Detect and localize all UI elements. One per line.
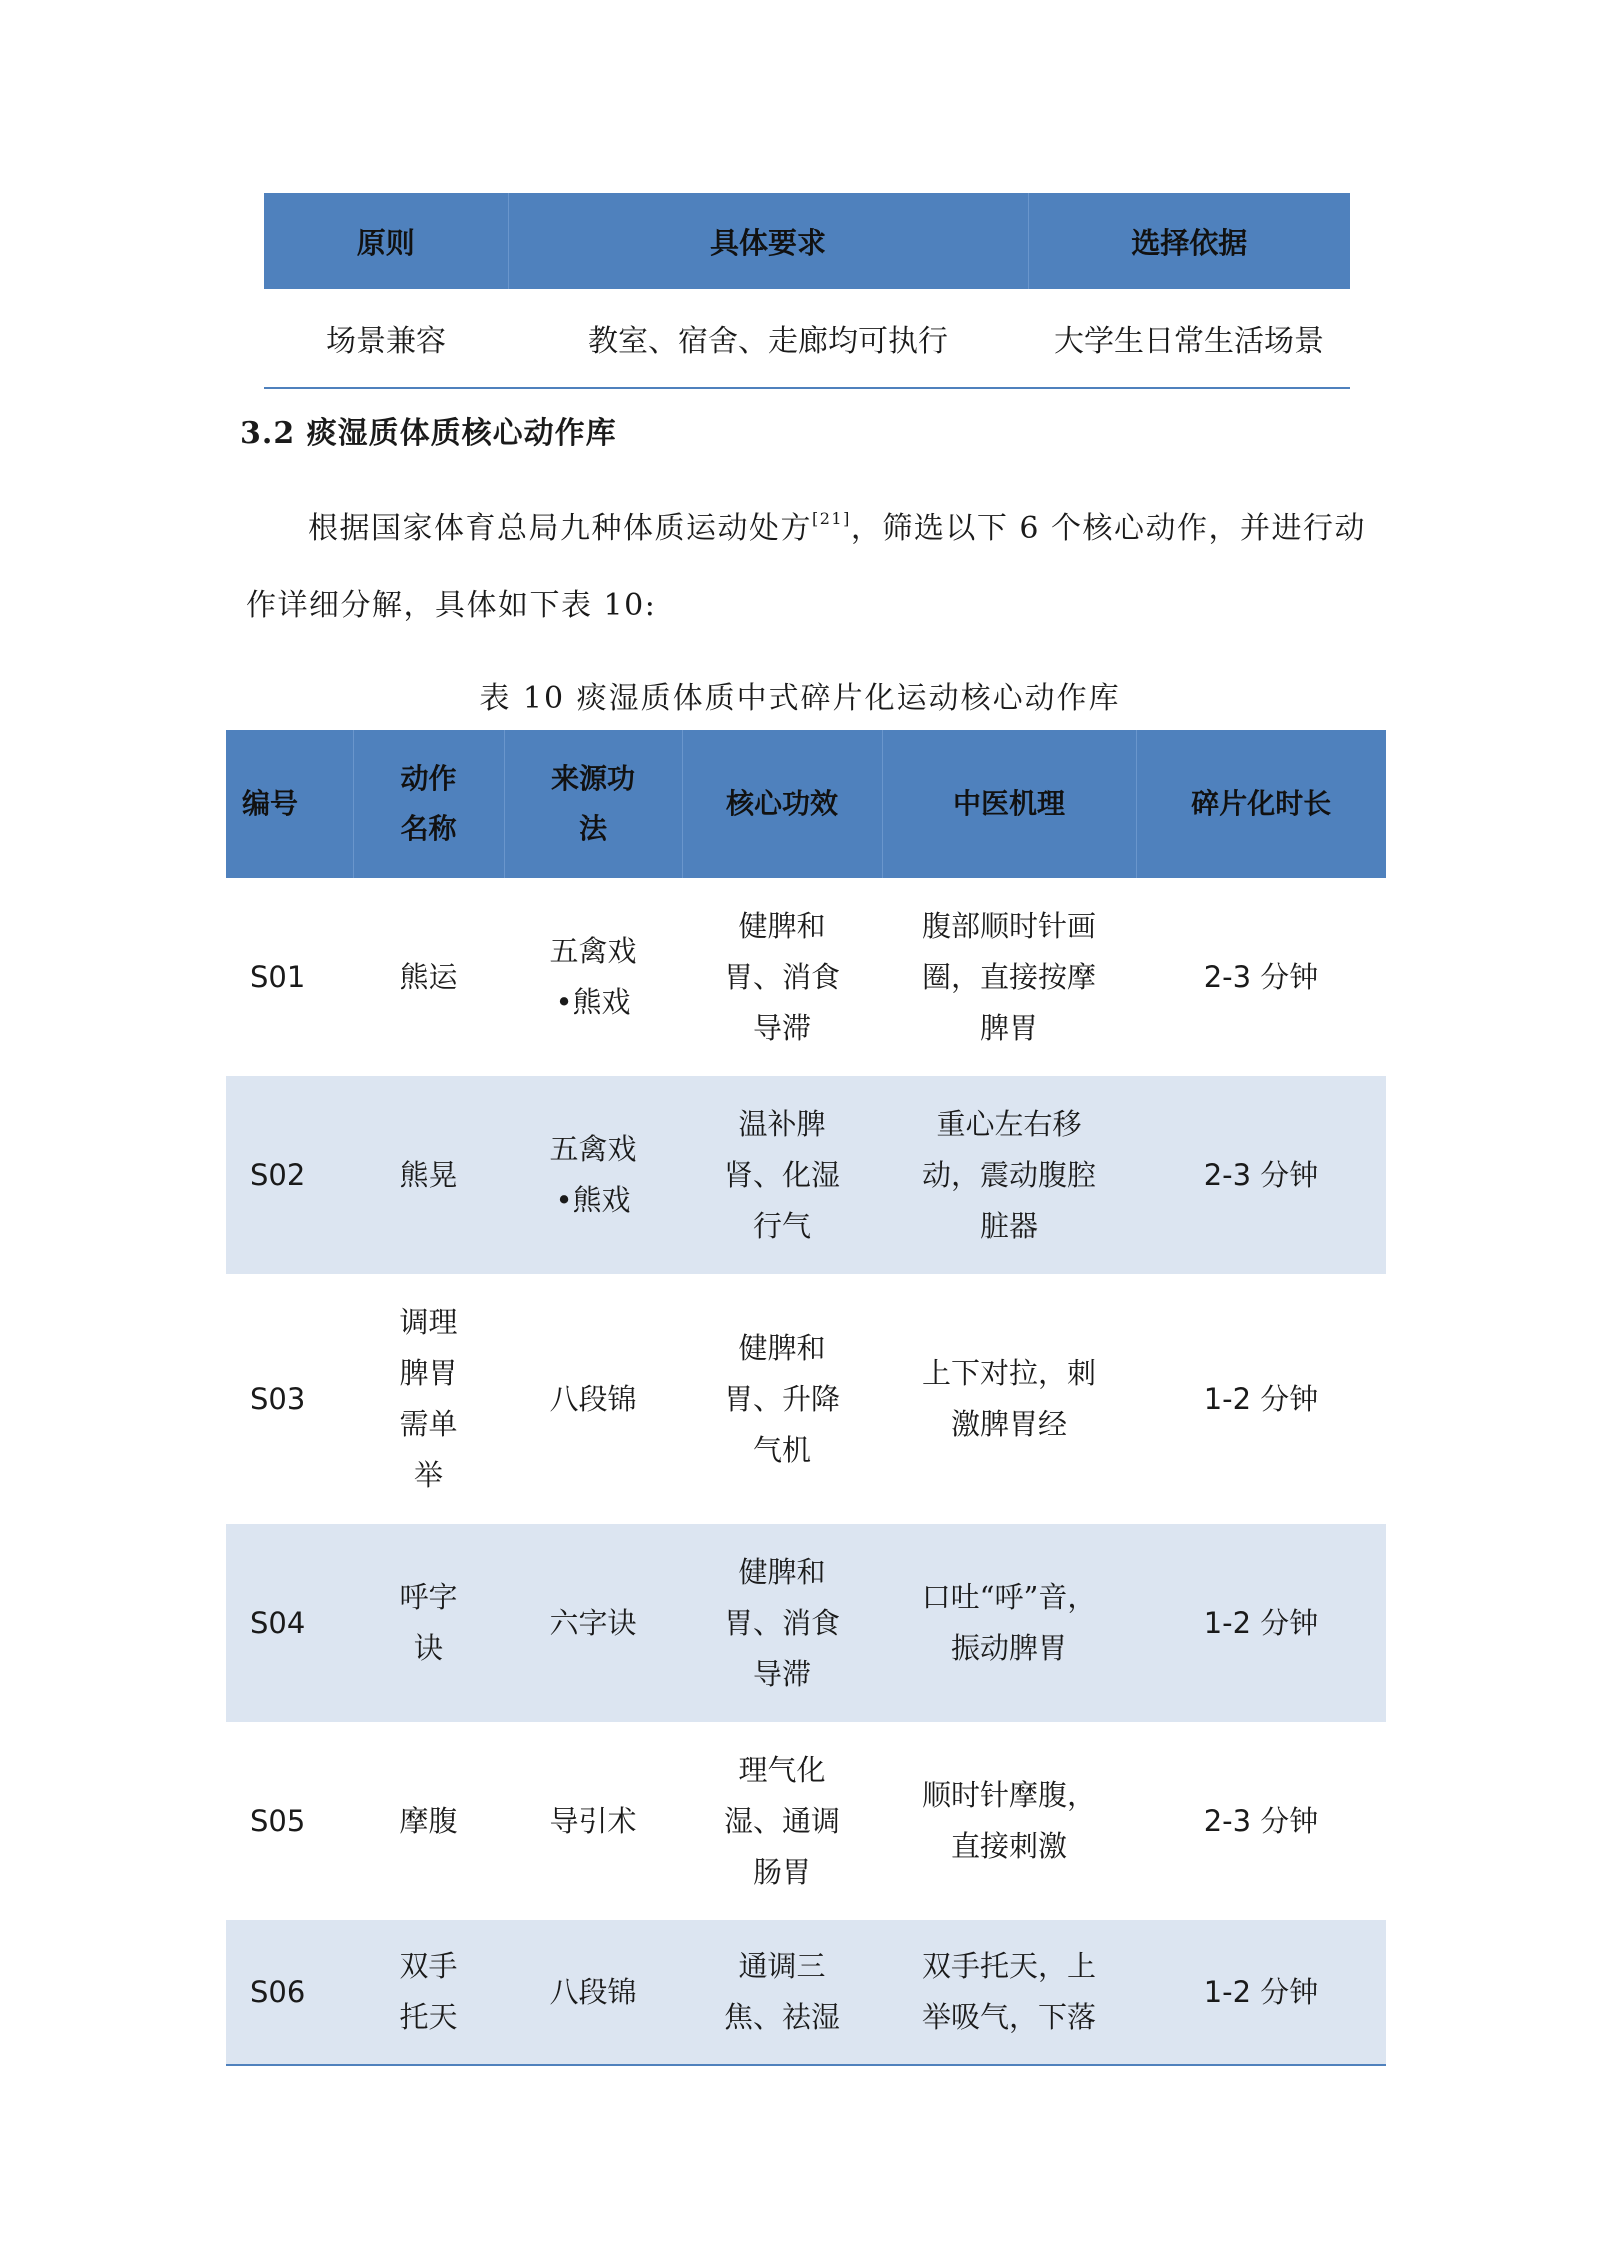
table-cell bbox=[682, 1274, 882, 1524]
table-cell: 大学生日常生活场景 bbox=[1028, 289, 1350, 388]
cell-text: 口吐“呼”音，振动脾胃 bbox=[921, 1580, 1097, 1665]
table-row bbox=[226, 1524, 1386, 1722]
header-cell: 中医机理 bbox=[882, 730, 1136, 878]
cell-text: 通调三焦、祛湿 bbox=[723, 1949, 840, 2034]
principles-header-cell: 原则 bbox=[264, 193, 508, 289]
table-cell: S05 bbox=[250, 1803, 306, 1838]
table-cell bbox=[682, 878, 882, 1076]
table-cell bbox=[504, 1524, 682, 1722]
table-cell: 2-3 分钟 bbox=[1136, 1076, 1386, 1274]
table-row bbox=[226, 1722, 1386, 1920]
cell-text: 八段锦 bbox=[549, 1974, 637, 2009]
citation-marker: [21] bbox=[812, 509, 851, 528]
table-row bbox=[226, 1920, 1386, 2065]
cell-text: 双手托天，上举吸气，下落 bbox=[921, 1949, 1096, 2034]
paragraph-text: 根据国家体育总局九种体质运动处方 bbox=[308, 511, 812, 546]
cell-text: 腹部顺时针画圈，直接按摩脾胃 bbox=[921, 908, 1096, 1045]
table-cell bbox=[882, 1722, 1136, 1920]
table-cell bbox=[682, 1920, 882, 2065]
table-cell: 1-2 分钟 bbox=[1203, 1381, 1319, 1416]
header-text: 来源功法 bbox=[550, 762, 635, 845]
header-cell bbox=[353, 730, 504, 878]
table-header-row bbox=[226, 730, 1386, 878]
table-cell: S03 bbox=[250, 1381, 306, 1416]
cell-text: 温补脾肾、化湿行气 bbox=[723, 1106, 840, 1243]
header-cell: 核心功效 bbox=[682, 730, 882, 878]
table-cell bbox=[353, 1722, 504, 1920]
paragraph-text: ，筛选以下 6 个核心动作，并进行动作详细分解，具体如下表 10: bbox=[246, 511, 1367, 623]
table-cell bbox=[504, 1274, 682, 1524]
table-cell bbox=[882, 878, 1136, 1076]
table-cell: 1-2 分钟 bbox=[1136, 1524, 1386, 1722]
table-cell bbox=[504, 1076, 682, 1274]
table-cell bbox=[882, 1076, 1136, 1274]
table-cell bbox=[882, 1920, 1136, 2065]
table-cell: S06 bbox=[226, 1920, 353, 2065]
cell-text: 双手托天 bbox=[399, 1949, 458, 2034]
table-cell bbox=[353, 1524, 504, 1722]
header-cell bbox=[504, 730, 682, 878]
cell-text: 导引术 bbox=[549, 1803, 637, 1838]
cell-text: 重心左右移动，震动腹腔脏器 bbox=[921, 1106, 1096, 1243]
cell-text: 八段锦 bbox=[549, 1381, 637, 1416]
table-cell: 场景兼容 bbox=[264, 289, 508, 388]
table-cell bbox=[353, 1076, 504, 1274]
table-cell: S04 bbox=[226, 1524, 353, 1722]
cell-text: 健脾和胃、升降气机 bbox=[723, 1330, 840, 1467]
table-row bbox=[226, 1274, 1386, 1524]
table-cell bbox=[682, 1524, 882, 1722]
cell-text: 呼字诀 bbox=[399, 1580, 458, 1665]
table-cell: S01 bbox=[250, 959, 306, 994]
table-cell bbox=[353, 1920, 504, 2065]
table-cell bbox=[882, 1274, 1136, 1524]
principles-table bbox=[264, 193, 1350, 389]
section-title: 3.2 痰湿质体质核心动作库 bbox=[240, 416, 617, 451]
table-row bbox=[264, 289, 1350, 388]
table-cell bbox=[504, 1722, 682, 1920]
cell-text: 熊晃 bbox=[399, 1157, 458, 1192]
cell-text: 调理脾胃需单举 bbox=[399, 1305, 458, 1492]
cell-text: 理气化湿、通调肠胃 bbox=[723, 1752, 840, 1889]
action-library-table bbox=[226, 730, 1386, 2066]
table-cell bbox=[353, 1274, 504, 1524]
table-cell bbox=[682, 1722, 882, 1920]
header-cell: 碎片化时长 bbox=[1136, 730, 1386, 878]
header-cell: 编号 bbox=[226, 730, 353, 878]
cell-text: 健脾和胃、消食导滞 bbox=[723, 908, 840, 1045]
cell-text: 五禽戏 •熊戏 bbox=[549, 934, 637, 1019]
cell-text: 六字诀 bbox=[549, 1605, 637, 1640]
cell-text: 健脾和胃、消食导滞 bbox=[723, 1554, 840, 1691]
principles-header-cell: 具体要求 bbox=[508, 193, 1028, 289]
table-cell: 教室、宿舍、走廊均可执行 bbox=[508, 289, 1028, 388]
principles-header-cell: 选择依据 bbox=[1028, 193, 1350, 289]
table-row bbox=[226, 1076, 1386, 1274]
cell-text: 熊运 bbox=[399, 959, 458, 994]
principles-header-row bbox=[264, 193, 1350, 289]
table-cell bbox=[504, 878, 682, 1076]
cell-text: 五禽戏 •熊戏 bbox=[549, 1132, 637, 1217]
body-paragraph bbox=[246, 490, 1376, 644]
table-cell: 2-3 分钟 bbox=[1203, 959, 1319, 994]
table-caption: 表 10 痰湿质体质中式碎片化运动核心动作库 bbox=[479, 681, 1121, 716]
cell-text: 顺时针摩腹，直接刺激 bbox=[921, 1778, 1096, 1863]
header-text: 动作名称 bbox=[400, 762, 457, 845]
table-cell bbox=[882, 1524, 1136, 1722]
table-cell: 2-3 分钟 bbox=[1203, 1803, 1319, 1838]
table-cell bbox=[504, 1920, 682, 2065]
table-cell: 1-2 分钟 bbox=[1136, 1920, 1386, 2065]
table-cell bbox=[682, 1076, 882, 1274]
table-row bbox=[226, 878, 1386, 1076]
table-cell bbox=[353, 878, 504, 1076]
cell-text: 摩腹 bbox=[399, 1803, 458, 1838]
cell-text: 上下对拉，刺激脾胃经 bbox=[921, 1356, 1096, 1441]
table-cell: S02 bbox=[226, 1076, 353, 1274]
